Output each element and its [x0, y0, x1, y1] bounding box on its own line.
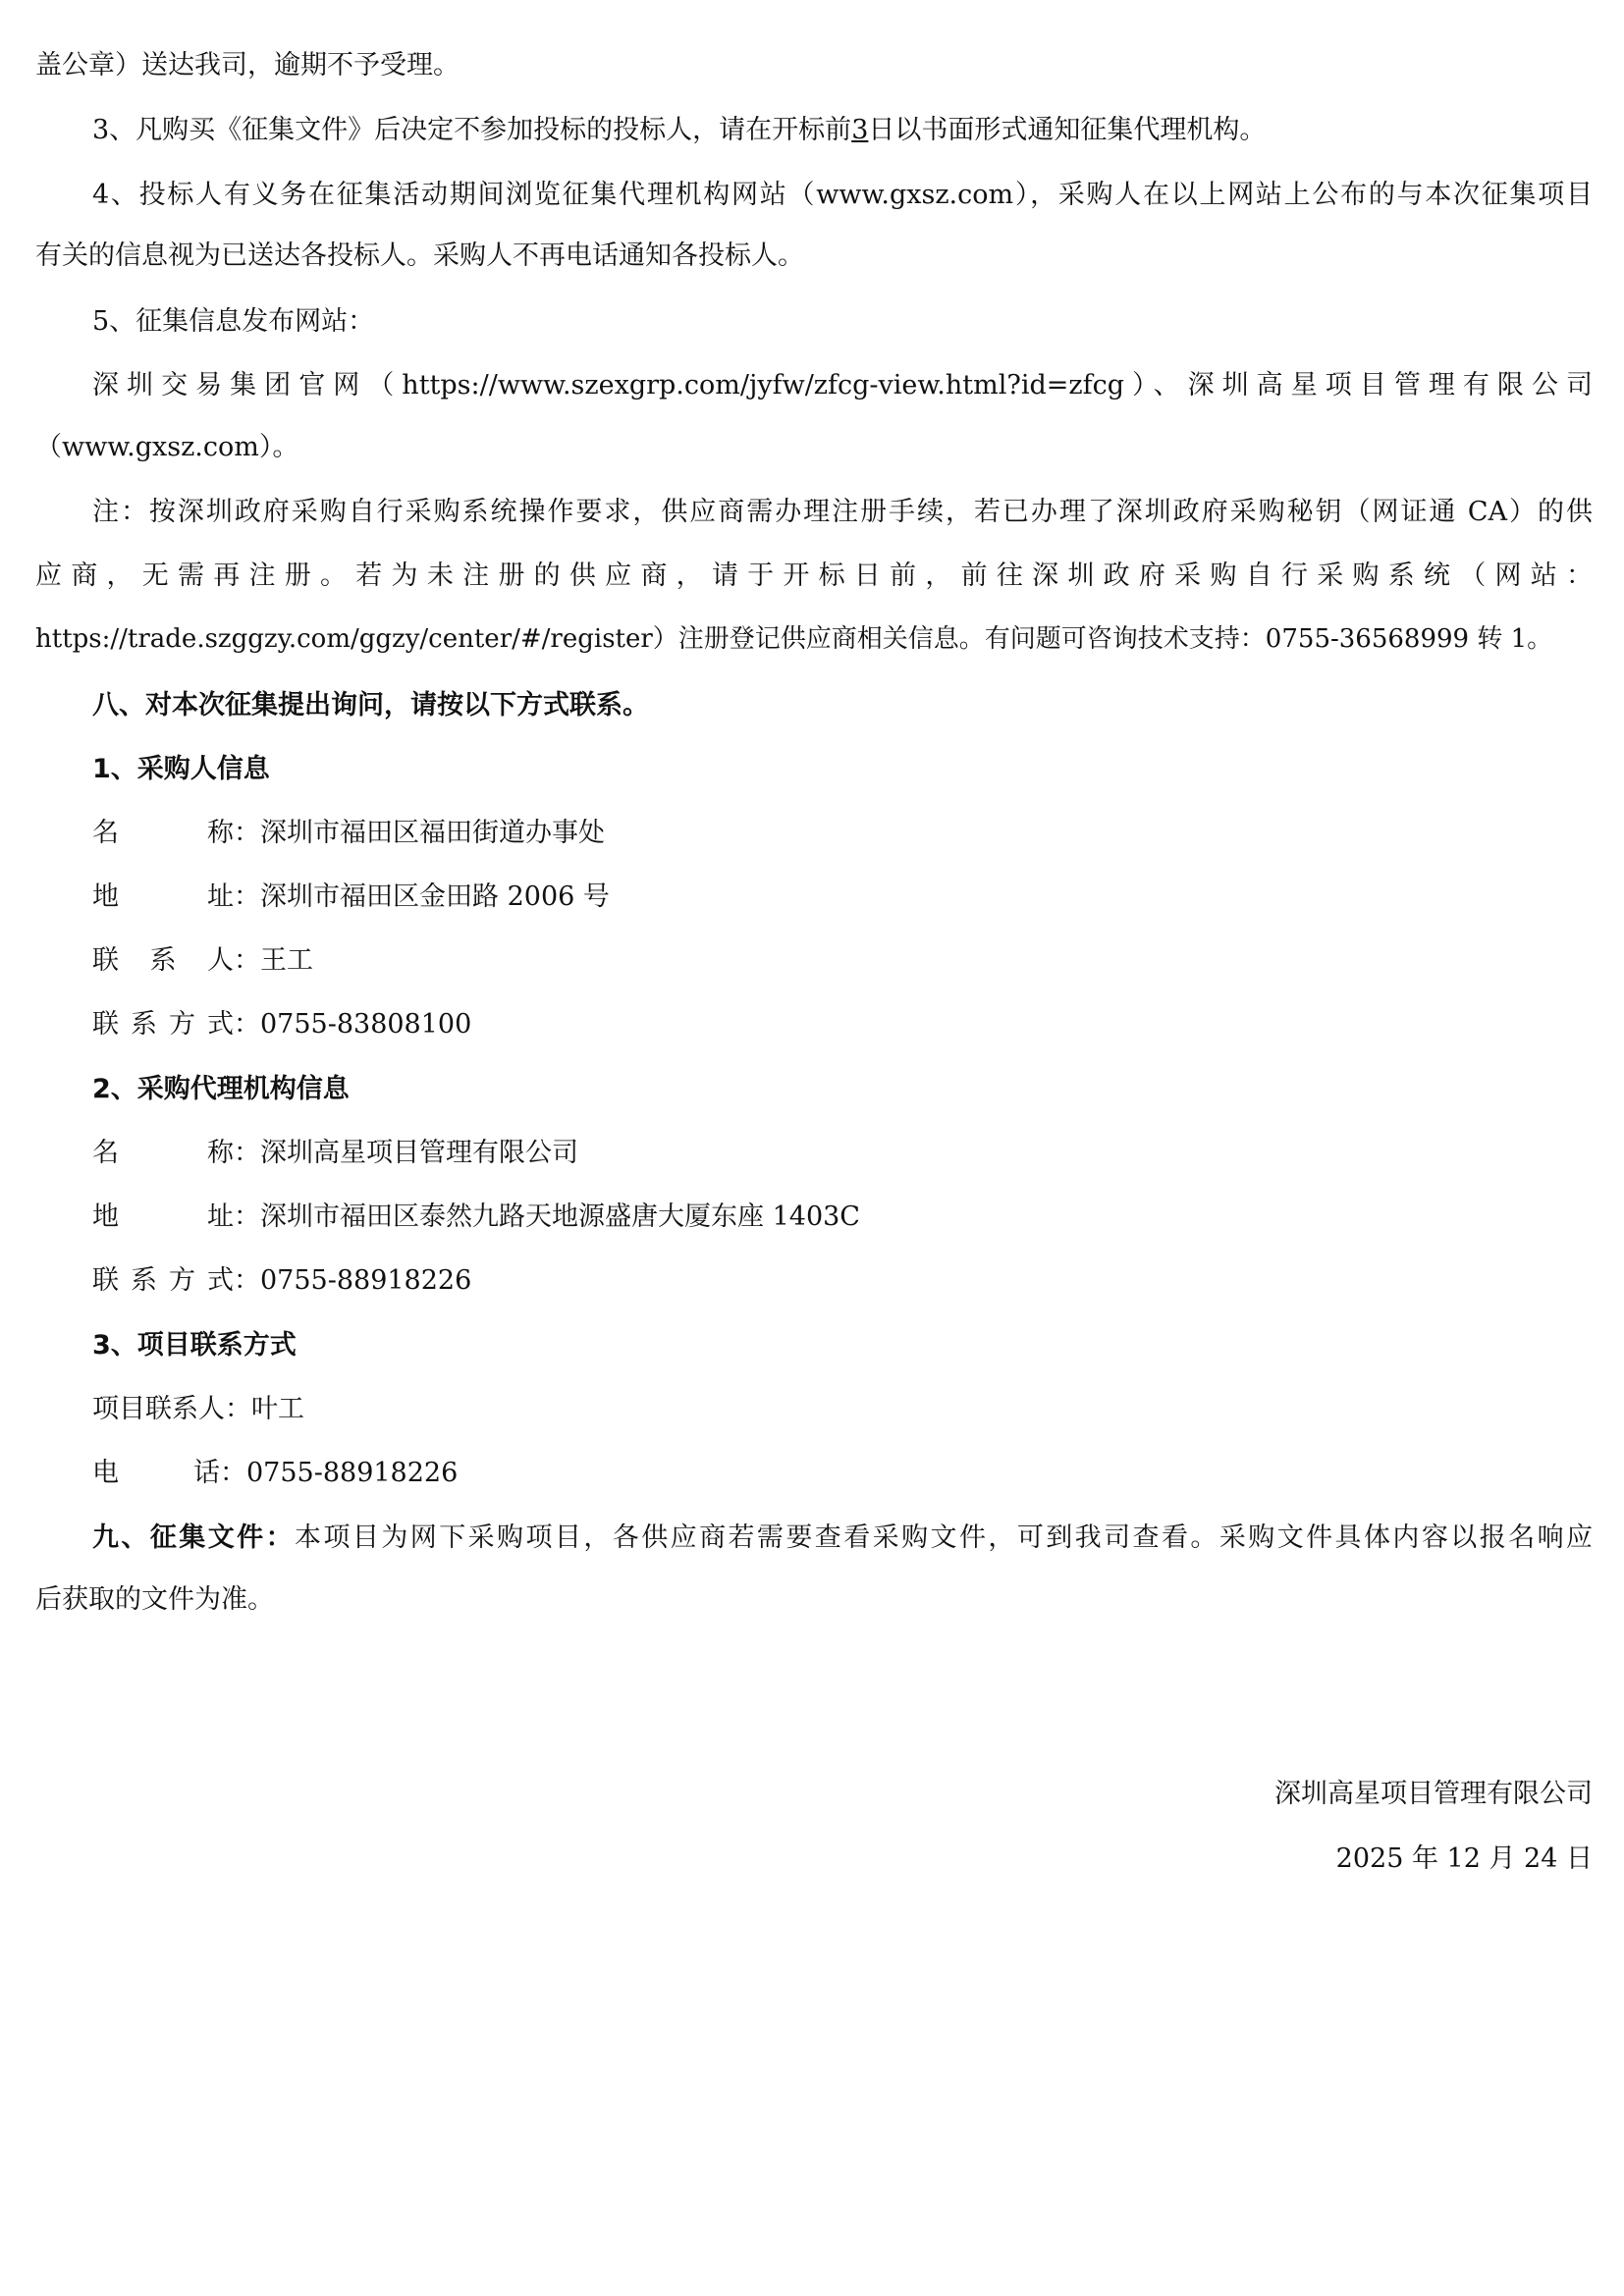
purchaser-address: 地址：深圳市福田区金田路 2006 号	[92, 881, 610, 912]
agency-phone: 联系方式：0755-88918226	[92, 1265, 472, 1296]
signature-company: 深圳高星项目管理有限公司	[1274, 1779, 1593, 1809]
note-line-1: 注：按深圳政府采购自行采购系统操作要求，供应商需办理注册手续，若已办理了深圳政府采购秘钥（网证通 CA）的供	[92, 497, 1593, 527]
website-line-2: （www.gxsz.com）。	[35, 432, 299, 462]
note-line-3: https://trade.szggzy.com/ggzy/center/#/register）注册登记供应商相关信息。有问题可咨询技术支持：0755-36568999 转 1。	[35, 624, 1553, 654]
website-line-1: 深圳交易集团官网（https://www.szexgrp.com/jyfw/zfcg-view.html?id=zfcg）、深圳高星项目管理有限公司	[92, 370, 1593, 400]
purchaser-contact-person: 联系人：王工	[92, 945, 313, 976]
agency-info-heading: 2、采购代理机构信息	[92, 1074, 350, 1104]
purchaser-name: 名称：深圳市福田区福田街道办事处	[92, 818, 605, 848]
paragraph-continuation: 盖公章）送达我司，逾期不予受理。	[35, 50, 460, 80]
agency-name: 名称：深圳高星项目管理有限公司	[92, 1138, 578, 1168]
paragraph-item-5: 5、征集信息发布网站：	[92, 306, 375, 337]
paragraph-item-4-line-2: 有关的信息视为已送达各投标人。采购人不再电话通知各投标人。	[35, 240, 804, 271]
underlined-days: 3	[851, 115, 869, 145]
project-contact-heading: 3、项目联系方式	[92, 1330, 297, 1361]
project-contact-phone: 电话：0755-88918226	[92, 1458, 459, 1488]
section-8-heading: 八、对本次征集提出询问，请按以下方式联系。	[92, 690, 649, 721]
section-9-line-1: 九、征集文件：本项目为网下采购项目，各供应商若需要查看采购文件，可到我司查看。采购文件具体内容以报名响应	[92, 1522, 1594, 1553]
purchaser-phone: 联系方式：0755-83808100	[92, 1009, 472, 1040]
purchaser-info-heading: 1、采购人信息	[92, 754, 270, 784]
paragraph-item-3: 3、凡购买《征集文件》后决定不参加投标的投标人，请在开标前3日以书面形式通知征集代理机构。	[92, 115, 1267, 145]
paragraph-item-4-line-1: 4、投标人有义务在征集活动期间浏览征集代理机构网站（www.gxsz.com），采购人在以上网站上公布的与本次征集项目	[92, 180, 1593, 210]
project-contact-person: 项目联系人：叶工	[92, 1394, 304, 1424]
signature-date: 2025 年 12 月 24 日	[1335, 1843, 1593, 1874]
agency-address: 地址：深圳市福田区泰然九路天地源盛唐大厦东座 1403C	[92, 1201, 860, 1232]
note-line-2: 应商，无需再注册。若为未注册的供应商，请于开标日前，前往深圳政府采购自行采购系统（网站：	[35, 561, 1593, 591]
section-9-line-2: 后获取的文件为准。	[35, 1584, 274, 1615]
section-9-heading: 九、征集文件：	[92, 1522, 296, 1553]
